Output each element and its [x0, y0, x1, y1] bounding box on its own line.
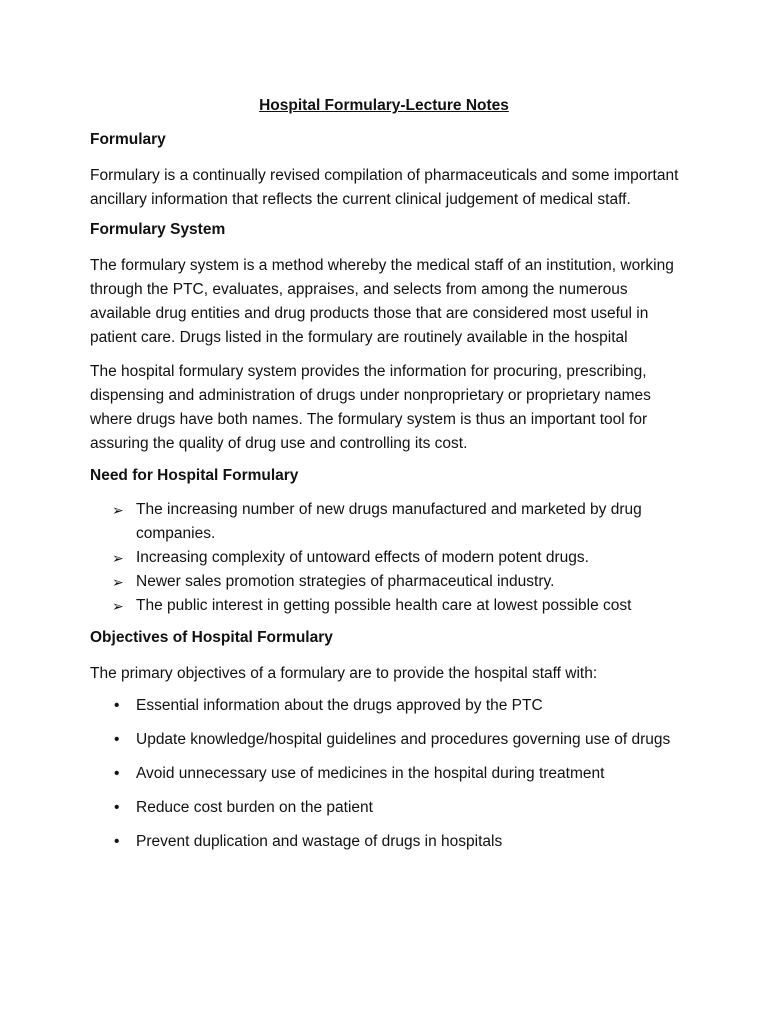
list-item: [90, 830, 686, 854]
list-item: [90, 498, 686, 546]
dot-bullet-icon: •: [114, 697, 120, 714]
arrow-bullet-icon: ➢: [112, 550, 124, 566]
objectives-list: [90, 694, 678, 854]
heading-formulary: Formulary: [90, 131, 166, 148]
list-item: [90, 762, 686, 786]
paragraph-objectives-intro: The primary objectives of a formulary are to provide the hospital staff with:: [90, 665, 598, 682]
dot-bullet-icon: •: [114, 833, 120, 850]
need-list: [90, 498, 678, 618]
list-item: [90, 546, 686, 570]
list-item: [90, 728, 686, 752]
list-item-text: Essential information about the drugs approved by the PTC: [136, 697, 543, 714]
list-item-text: The public interest in getting possible health care at lowest possible cost: [136, 597, 632, 614]
page-title: Hospital Formulary-Lecture Notes: [259, 97, 509, 114]
heading-objectives: Objectives of Hospital Formulary: [90, 629, 333, 646]
list-item-text: Update knowledge/hospital guidelines and procedures governing use of drugs: [136, 731, 671, 748]
arrow-bullet-icon: ➢: [112, 574, 124, 590]
list-item: [90, 594, 686, 618]
paragraph-formulary-definition: Formulary is a continually revised compilation of pharmaceuticals and some important ancillary information that reflects the current clinical judgement of medical staff.: [90, 167, 679, 208]
list-item: [90, 694, 686, 718]
list-item-text: Reduce cost burden on the patient: [136, 799, 373, 816]
list-item-text: The increasing number of new drugs manufactured and marketed by drug companies.: [136, 501, 642, 542]
list-item: [90, 570, 686, 594]
arrow-bullet-icon: ➢: [112, 502, 124, 518]
list-item-text: Newer sales promotion strategies of pharmaceutical industry.: [136, 573, 555, 590]
list-item-text: Avoid unnecessary use of medicines in the hospital during treatment: [136, 765, 605, 782]
dot-bullet-icon: •: [114, 799, 120, 816]
arrow-bullet-icon: ➢: [112, 598, 124, 614]
paragraph-formulary-system-1: The formulary system is a method whereby the medical staff of an institution, working through the PTC, evaluates, appraises, and selects from among the numerous available drug entities and drug products those that are considered most useful in patient care. Drugs listed in the formulary are routinely available in the hospital: [90, 257, 674, 346]
paragraph-formulary-system-2: The hospital formulary system provides the information for procuring, prescribing, dispensing and administration of drugs under nonproprietary or proprietary names where drugs have both names. The formulary system is thus an important tool for assuring the quality of drug use and controlling its cost.: [90, 363, 651, 452]
list-item-text: Increasing complexity of untoward effects of modern potent drugs.: [136, 549, 589, 566]
dot-bullet-icon: •: [114, 731, 120, 748]
heading-need: Need for Hospital Formulary: [90, 467, 299, 484]
dot-bullet-icon: •: [114, 765, 120, 782]
list-item: [90, 796, 686, 820]
list-item-text: Prevent duplication and wastage of drugs in hospitals: [136, 833, 503, 850]
heading-formulary-system: Formulary System: [90, 221, 226, 238]
